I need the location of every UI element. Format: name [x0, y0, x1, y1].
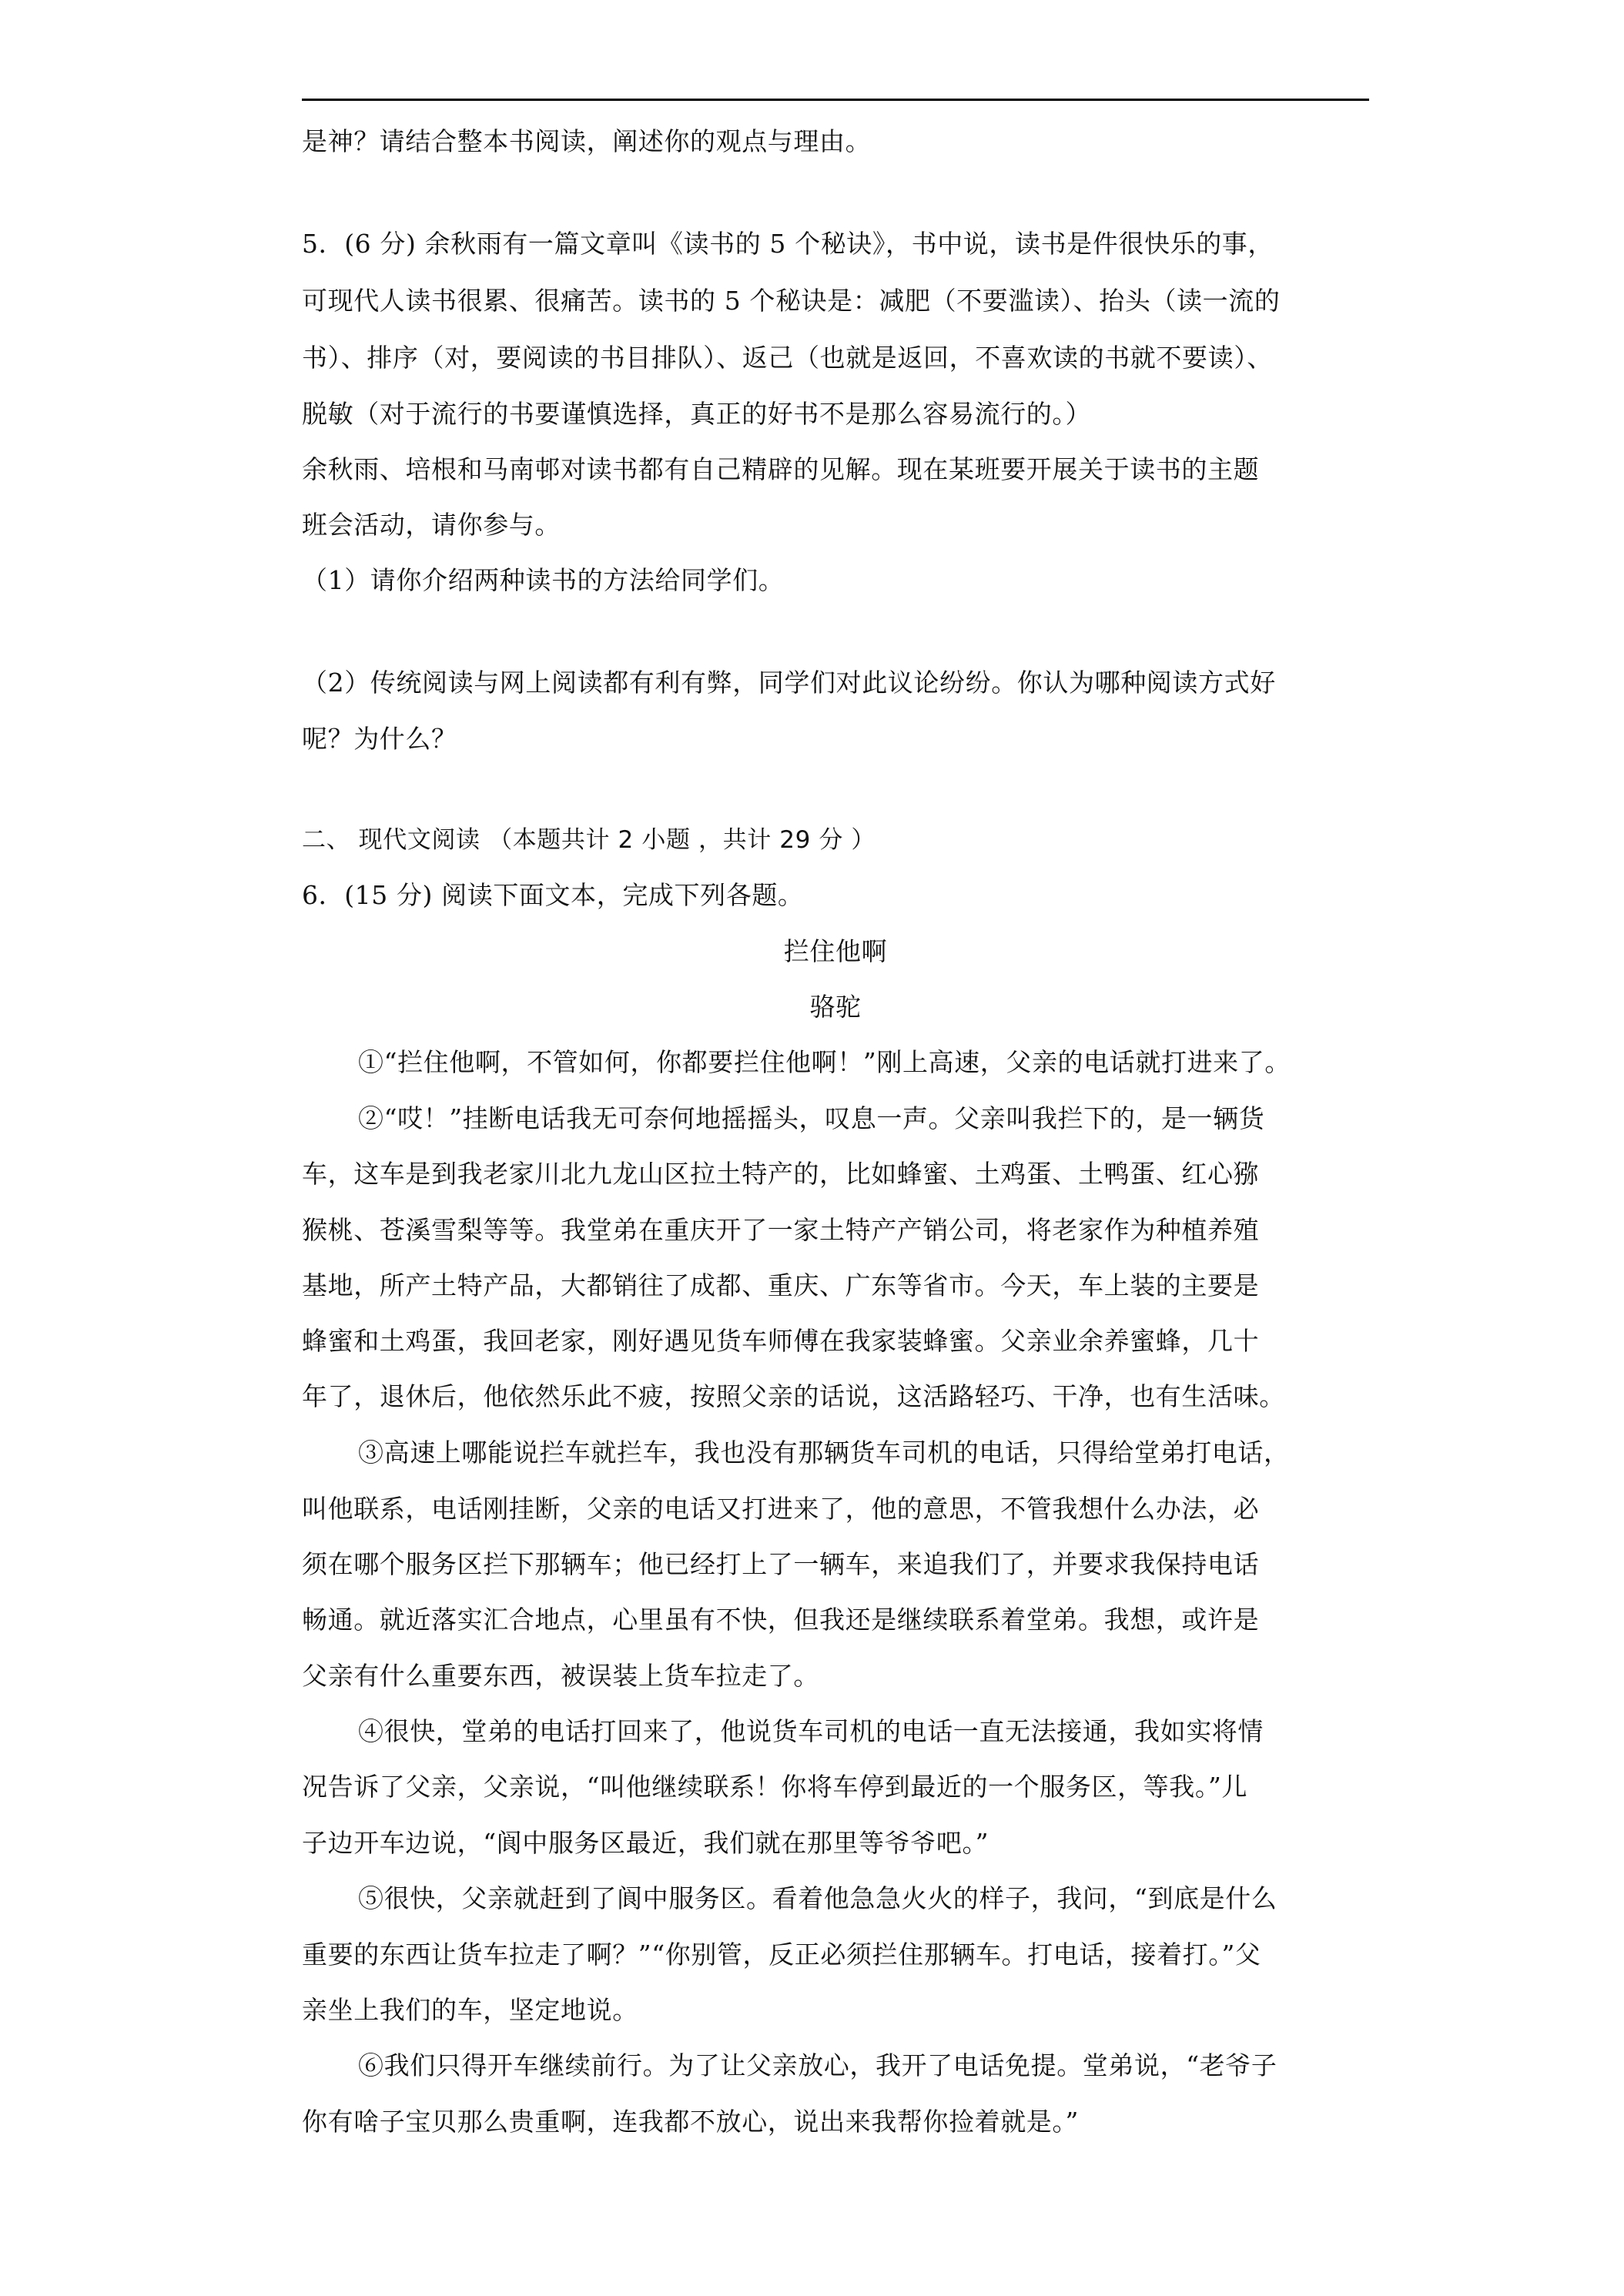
continuation-line: 是神？请结合整本书阅读，阐述你的观点与理由。 — [302, 126, 872, 156]
paragraph-line: ⑤很快，父亲就赶到了阆中服务区。看着他急急火火的样子，我问，“到底是什么 — [358, 1883, 1277, 1913]
q5-line: 可现代人读书很累、很痛苦。读书的 5 个秘诀是：减肥（不要滥读）、抬头（读一流的 — [302, 286, 1281, 316]
paragraph-line: 父亲有什么重要东西，被误装上货车拉走了。 — [302, 1661, 819, 1691]
paragraph-line: 叫他联系，电话刚挂断，父亲的电话又打进来了，他的意思，不管我想什么办法，必 — [302, 1494, 1260, 1524]
article-author: 骆驼 — [809, 992, 862, 1022]
section-heading: 二、 现代文阅读 （本题共计 2 小题 ，共计 29 分 ） — [302, 826, 876, 854]
paragraph-line: 你有啥子宝贝那么贵重啊，连我都不放心，说出来我帮你捡着就是。” — [302, 2107, 1079, 2137]
paragraph-line: ②“哎！”挂断电话我无可奈何地摇摇头，叹息一声。父亲叫我拦下的，是一辆货 — [358, 1103, 1265, 1133]
q6-prompt: 6．(15 分) 阅读下面文本，完成下列各题。 — [302, 880, 804, 910]
q5-line: 班会活动，请你参与。 — [302, 510, 561, 540]
paragraph-line: 年了，退休后，他依然乐此不疲，按照父亲的话说，这活路轻巧、干净，也有生活味。 — [302, 1381, 1285, 1411]
article-title: 拦住他啊 — [783, 936, 888, 966]
q5-subquestion-2: 呢？为什么？ — [302, 724, 457, 754]
paragraph-line: 蜂蜜和土鸡蛋，我回老家，刚好遇见货车师傅在我家装蜂蜜。父亲业余养蜜蜂，几十 — [302, 1326, 1260, 1356]
paragraph-line: ④很快，堂弟的电话打回来了，他说货车司机的电话一直无法接通，我如实将情 — [358, 1716, 1264, 1746]
paragraph-line: 重要的东西让货车拉走了啊？”“你别管，反正必须拦住那辆车。打电话，接着打。”父 — [302, 1940, 1261, 1970]
paragraph-line: 子边开车边说，“阆中服务区最近，我们就在那里等爷爷吧。” — [302, 1828, 989, 1858]
header-rule — [302, 99, 1369, 101]
q5-line: 5．(6 分) 余秋雨有一篇文章叫《读书的 5 个秘诀》，书中说，读书是件很快乐的事， — [302, 229, 1274, 259]
paragraph-line: 猴桃、苍溪雪梨等等。我堂弟在重庆开了一家土特产产销公司，将老家作为种植养殖 — [302, 1215, 1260, 1245]
paragraph-line: 车，这车是到我老家川北九龙山区拉土特产的，比如蜂蜜、土鸡蛋、土鸭蛋、红心猕 — [302, 1159, 1260, 1189]
paragraph-line: ①“拦住他啊，不管如何，你都要拦住他啊！”刚上高速，父亲的电话就打进来了。 — [358, 1047, 1291, 1077]
q5-line: 余秋雨、培根和马南邨对读书都有自己精辟的见解。现在某班要开展关于读书的主题 — [302, 454, 1260, 484]
paragraph-line: 基地，所产土特产品，大都销往了成都、重庆、广东等省市。今天，车上装的主要是 — [302, 1270, 1260, 1300]
paragraph-line: ⑥我们只得开车继续前行。为了让父亲放心，我开了电话免提。堂弟说，“老爷子 — [358, 2050, 1277, 2080]
paragraph-line: 须在哪个服务区拦下那辆车；他已经打上了一辆车，来追我们了，并要求我保持电话 — [302, 1549, 1260, 1579]
paragraph-line: ③高速上哪能说拦车就拦车，我也没有那辆货车司机的电话，只得给堂弟打电话， — [358, 1438, 1290, 1468]
q5-line: 脱敏（对于流行的书要谨慎选择，真正的好书不是那么容易流行的。） — [302, 399, 1092, 429]
q5-subquestion-1: （1）请你介绍两种读书的方法给同学们。 — [302, 565, 785, 595]
paragraph-line: 况告诉了父亲，父亲说，“叫他继续联系！你将车停到最近的一个服务区，等我。”儿 — [302, 1772, 1248, 1802]
paragraph-line: 畅通。就近落实汇合地点，心里虽有不快，但我还是继续联系着堂弟。我想，或许是 — [302, 1605, 1260, 1635]
q5-subquestion-2: （2）传统阅读与网上阅读都有利有弊，同学们对此议论纷纷。你认为哪种阅读方式好 — [302, 668, 1276, 698]
paragraph-line: 亲坐上我们的车，坚定地说。 — [302, 1995, 638, 2025]
q5-line: 书）、排序（对，要阅读的书目排队）、返己（也就是返回，不喜欢读的书就不要读）、 — [302, 343, 1273, 373]
